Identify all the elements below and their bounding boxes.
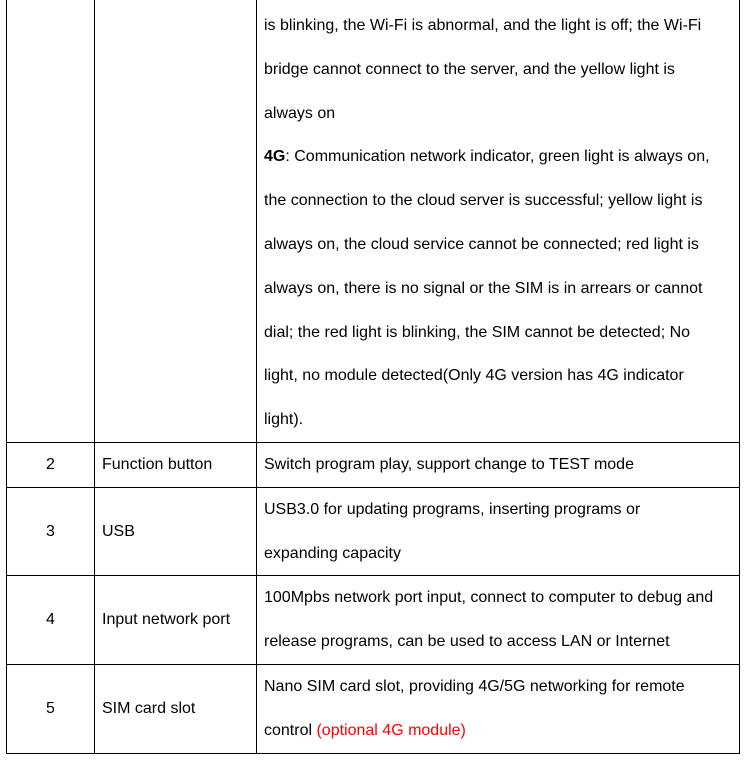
row-number-cell: 3 — [7, 487, 95, 576]
description-line: release programs, can be used to access LAN or Internet — [264, 633, 670, 651]
row-name-cell: Function button — [95, 442, 257, 487]
row-name-cell: SIM card slot — [95, 664, 257, 753]
description-line: light). — [264, 411, 304, 429]
description-line: USB3.0 for updating programs, inserting programs or — [264, 500, 641, 518]
description-line: bridge cannot connect to the server, and the yellow light is — [264, 60, 675, 78]
table-row — [7, 0, 740, 442]
description-text: control — [264, 721, 317, 739]
table-row — [7, 487, 740, 576]
description-line: always on — [264, 104, 336, 122]
description-line-4g — [264, 135, 735, 179]
description-line: expanding capacity — [264, 544, 401, 562]
row-name-cell: USB — [95, 487, 257, 576]
table-row — [7, 576, 740, 665]
description-line: is blinking, the Wi-Fi is abnormal, and the light is off; the Wi-Fi — [264, 17, 702, 34]
row-number-cell — [7, 0, 95, 442]
row-description-cell — [257, 487, 740, 576]
table-row — [7, 664, 740, 753]
description-line: the connection to the cloud server is successful; yellow light is — [264, 192, 703, 210]
description-line: always on, the cloud service cannot be connected; red light is — [264, 235, 699, 253]
row-description-cell — [257, 664, 740, 753]
description-line: dial; the red light is blinking, the SIM cannot be detected; No — [264, 323, 691, 341]
row-number-cell: 4 — [7, 576, 95, 665]
4g-label: 4G — [264, 148, 286, 166]
row-name-cell: Input network port — [95, 576, 257, 665]
description-line-last — [264, 709, 735, 753]
description-line: Switch program play, support change to TEST mode — [264, 455, 634, 473]
description-line: 100Mpbs network port input, connect to computer to debug and — [264, 589, 714, 607]
4g-separator: : — [285, 148, 295, 166]
4g-text: Communication network indicator, green light is always on, — [294, 148, 710, 166]
optional-module-note: (optional 4G module) — [316, 721, 466, 739]
row-description-cell — [257, 442, 740, 487]
row-name-cell — [95, 0, 257, 442]
table-row — [7, 442, 740, 487]
row-number-cell: 5 — [7, 664, 95, 753]
description-line: light, no module detected(Only 4G version has 4G indicator — [264, 367, 684, 385]
row-number-cell: 2 — [7, 442, 95, 487]
row-description-cell — [257, 0, 740, 442]
spec-table — [6, 0, 740, 754]
description-line: Nano SIM card slot, providing 4G/5G networking for remote — [264, 677, 685, 695]
row-description-cell — [257, 576, 740, 665]
description-line: always on, there is no signal or the SIM is in arrears or cannot — [264, 279, 703, 297]
